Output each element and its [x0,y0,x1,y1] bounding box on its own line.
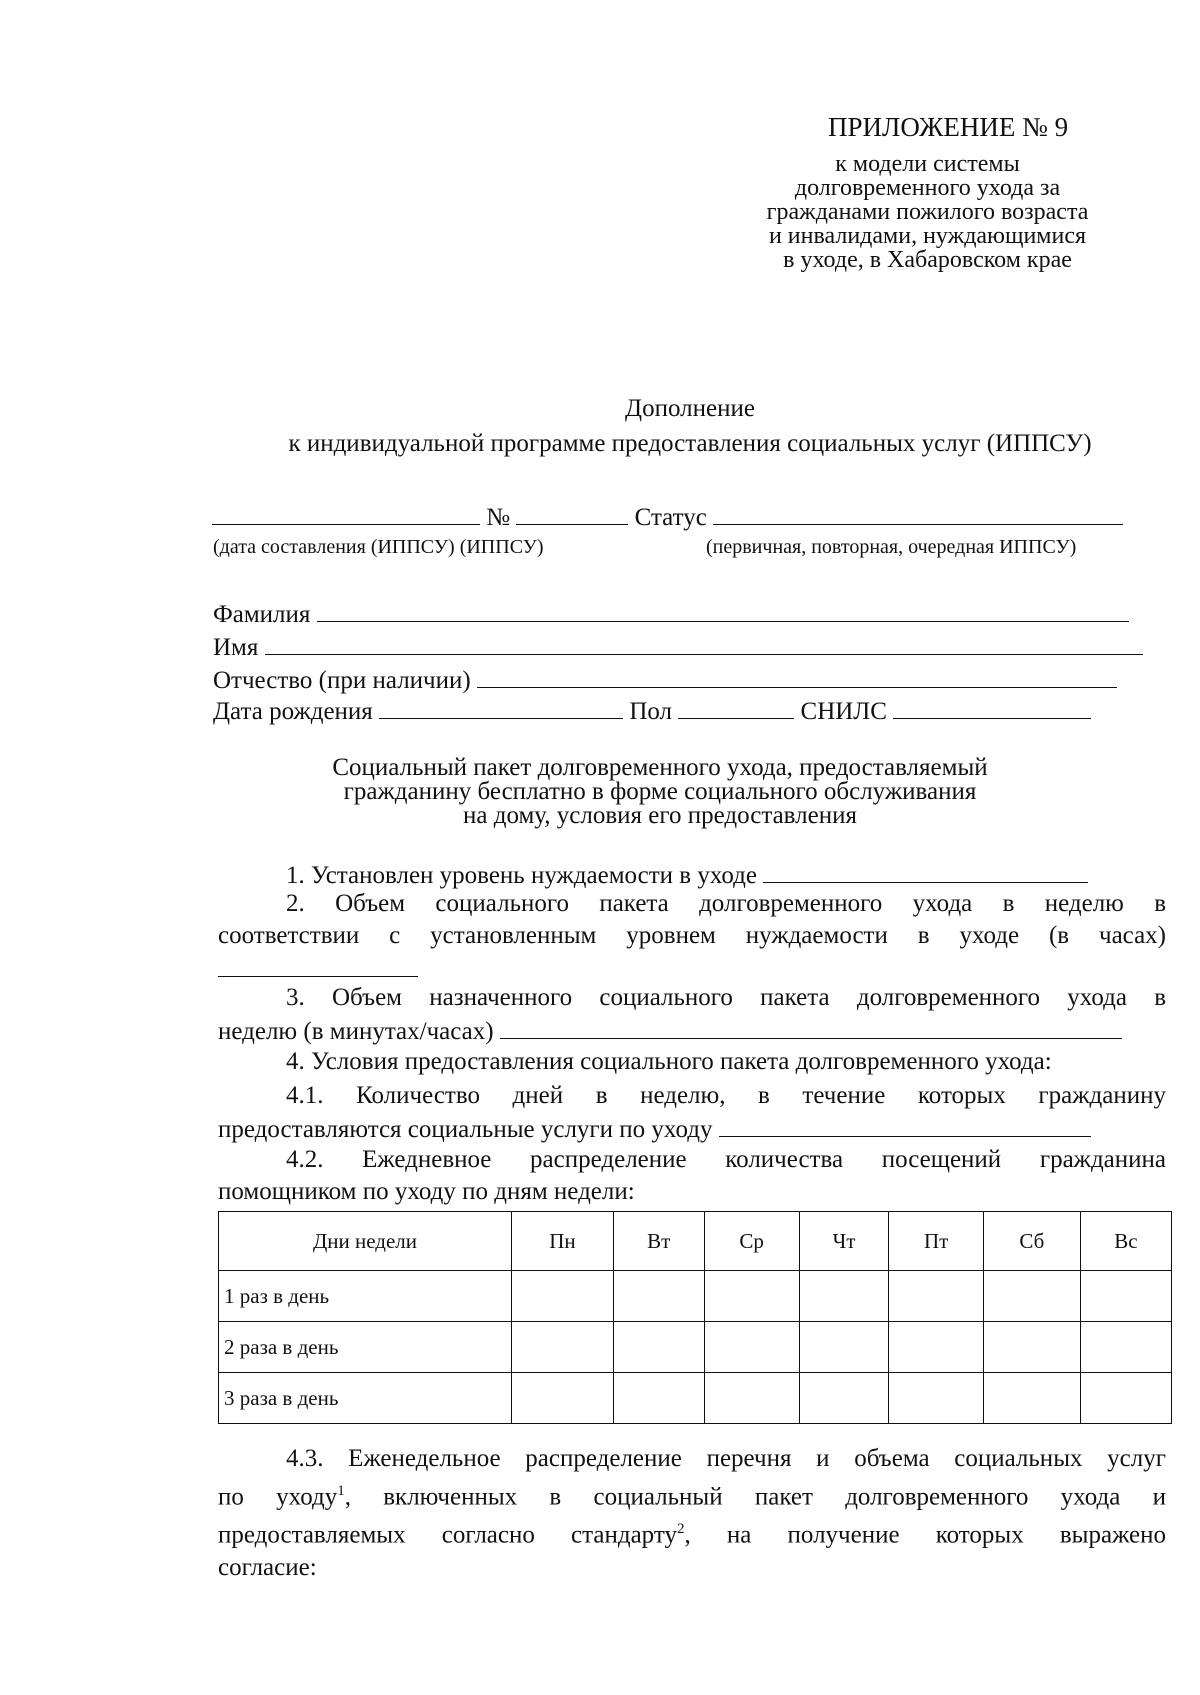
item-4-2-line: помощником по уходу по дням недели: [218,1178,635,1205]
section-title-line: на дому, условия его предоставления [463,802,857,829]
item-4-3 [218,1443,1166,1584]
footnote-ref: 2 [676,1521,685,1538]
table-cell[interactable] [512,1271,614,1322]
item-4-text: 4. Условия предоставления социального пакета долговременного ухода: [286,1048,1052,1075]
table-header-cell: Вт [613,1212,704,1271]
item-4-3-line [218,1513,1166,1551]
table-cell[interactable] [799,1271,888,1322]
table-header-cell: Пт [889,1212,984,1271]
visits-table [218,1211,1172,1424]
footnote-ref: 1 [337,1483,345,1499]
table-cell[interactable] [704,1271,799,1322]
table-row-label: 3 раза в день [219,1373,512,1424]
snils-label: СНИЛС [800,698,887,725]
table-cell[interactable] [799,1373,888,1424]
status-label: Статус [634,504,707,531]
package-hours-field-line[interactable] [218,952,418,977]
table-header-cell: Чт [799,1212,888,1271]
table-cell[interactable] [704,1373,799,1424]
section-title-line: гражданину бесплатно в форме социального обслуживания [343,778,977,805]
item-1-text: 1. Установлен уровень нуждаемости в уходе [286,862,757,889]
table-cell[interactable] [983,1373,1080,1424]
snils-field-line[interactable] [893,694,1091,719]
appendix-line: долговременного ухода за [794,175,1061,201]
item-4-3-line: 4.3. Еженедельное распределение перечня и объема социальных услуг [286,1445,1166,1472]
table-cell[interactable] [704,1322,799,1373]
birthdate-field-line[interactable] [379,694,623,719]
item-4 [218,1046,1166,1078]
patronymic-label: Отчество (при наличии) [213,667,471,694]
item-4-3-text: предоставляемых согласно стандарту [218,1521,677,1549]
item-2-line: 2. Объем социального пакета долговременного ухода в неделю в [286,890,1166,917]
table-cell[interactable] [1080,1271,1171,1322]
table-cell[interactable] [1080,1373,1171,1424]
header-fields-row [212,500,1123,532]
status-field-line[interactable] [713,500,1123,525]
need-level-field-line[interactable] [763,858,1088,883]
table-cell[interactable] [889,1271,984,1322]
document-title: Дополнение [625,395,755,422]
item-4-2-line: 4.2. Ежедневное распределение количества посещений гражданина [286,1146,1166,1173]
item-1 [286,858,1088,890]
patronymic-field-line[interactable] [477,663,1117,688]
section-title-line: Социальный пакет долговременного ухода, предоставляемый [332,754,988,781]
table-cell[interactable] [889,1322,984,1373]
appendix-line: к модели системы [835,151,1020,177]
surname-field-line[interactable] [317,597,1129,622]
appendix-line: гражданами пожилого возраста [766,199,1089,225]
table-header-cell: Вс [1080,1212,1171,1271]
date-field-line[interactable] [212,500,480,525]
surname-label: Фамилия [213,601,311,628]
table-row-label: 1 раз в день [219,1271,512,1322]
date-caption: (дата составления (ИППСУ) (ИППСУ) [213,536,544,558]
appendix-title: ПРИЛОЖЕНИЕ № 9 [828,112,1069,142]
appendix-line: в уходе, в Хабаровском крае [783,247,1072,273]
table-header-cell: Сб [983,1212,1080,1271]
name-row [213,630,1143,662]
item-4-3-line [218,1475,1166,1513]
document-subtitle: к индивидуальной программе предоставления социальных услуг (ИППСУ) [288,430,1092,457]
item-2 [218,888,1166,982]
item-4-1-line: предоставляются социальные услуги по уходу [218,1116,713,1143]
table-cell[interactable] [512,1322,614,1373]
appendix-description [700,152,1155,272]
sex-field-line[interactable] [678,694,794,719]
table-cell[interactable] [799,1322,888,1373]
table-header-cell: Пн [512,1212,614,1271]
table-row [219,1373,1172,1424]
table-cell[interactable] [889,1373,984,1424]
item-3 [218,982,1166,1048]
name-label: Имя [213,634,259,661]
number-field-line[interactable] [516,500,628,525]
surname-row [213,597,1129,629]
item-3-line: 3. Объем назначенного социального пакета долговременного ухода в [286,984,1166,1011]
assigned-volume-field-line[interactable] [500,1014,1122,1039]
item-4-3-text: , на получение которых выражено [684,1521,1166,1549]
table-cell[interactable] [983,1271,1080,1322]
table-cell[interactable] [613,1271,704,1322]
table-row [219,1271,1172,1322]
table-row [219,1322,1172,1373]
item-4-1 [218,1080,1166,1146]
birthdate-row [213,694,1091,726]
section-title [230,756,1090,828]
item-4-2 [218,1144,1166,1208]
table-row-label: 2 раза в день [219,1322,512,1373]
item-4-3-text: по уходу [218,1483,338,1511]
table-cell[interactable] [512,1373,614,1424]
status-caption: (первичная, повторная, очередная ИППСУ) [706,536,1077,558]
table-header-row [219,1212,1172,1271]
item-4-3-text: , включенных в социальный пакет долговременного ухода и [344,1483,1166,1511]
table-cell[interactable] [983,1322,1080,1373]
item-4-1-line: 4.1. Количество дней в неделю, в течение которых гражданину [286,1082,1166,1109]
table-cell[interactable] [613,1322,704,1373]
patronymic-row [213,663,1117,695]
table-cell[interactable] [1080,1322,1171,1373]
table-header-cell: Дни недели [219,1212,512,1271]
sex-label: Пол [629,698,673,725]
table-cell[interactable] [613,1373,704,1424]
days-per-week-field-line[interactable] [719,1112,1091,1137]
item-4-3-line: согласие: [218,1553,317,1581]
birthdate-label: Дата рождения [213,698,373,725]
item-3-line: неделю (в минутах/часах) [218,1018,494,1045]
number-label: № [486,504,511,531]
table-header-cell: Ср [704,1212,799,1271]
appendix-line: и инвалидами, нуждающимися [768,223,1087,249]
item-2-line: соответствии с установленным уровнем нуждаемости в уходе (в часах) [218,922,1166,949]
name-field-line[interactable] [265,630,1143,655]
